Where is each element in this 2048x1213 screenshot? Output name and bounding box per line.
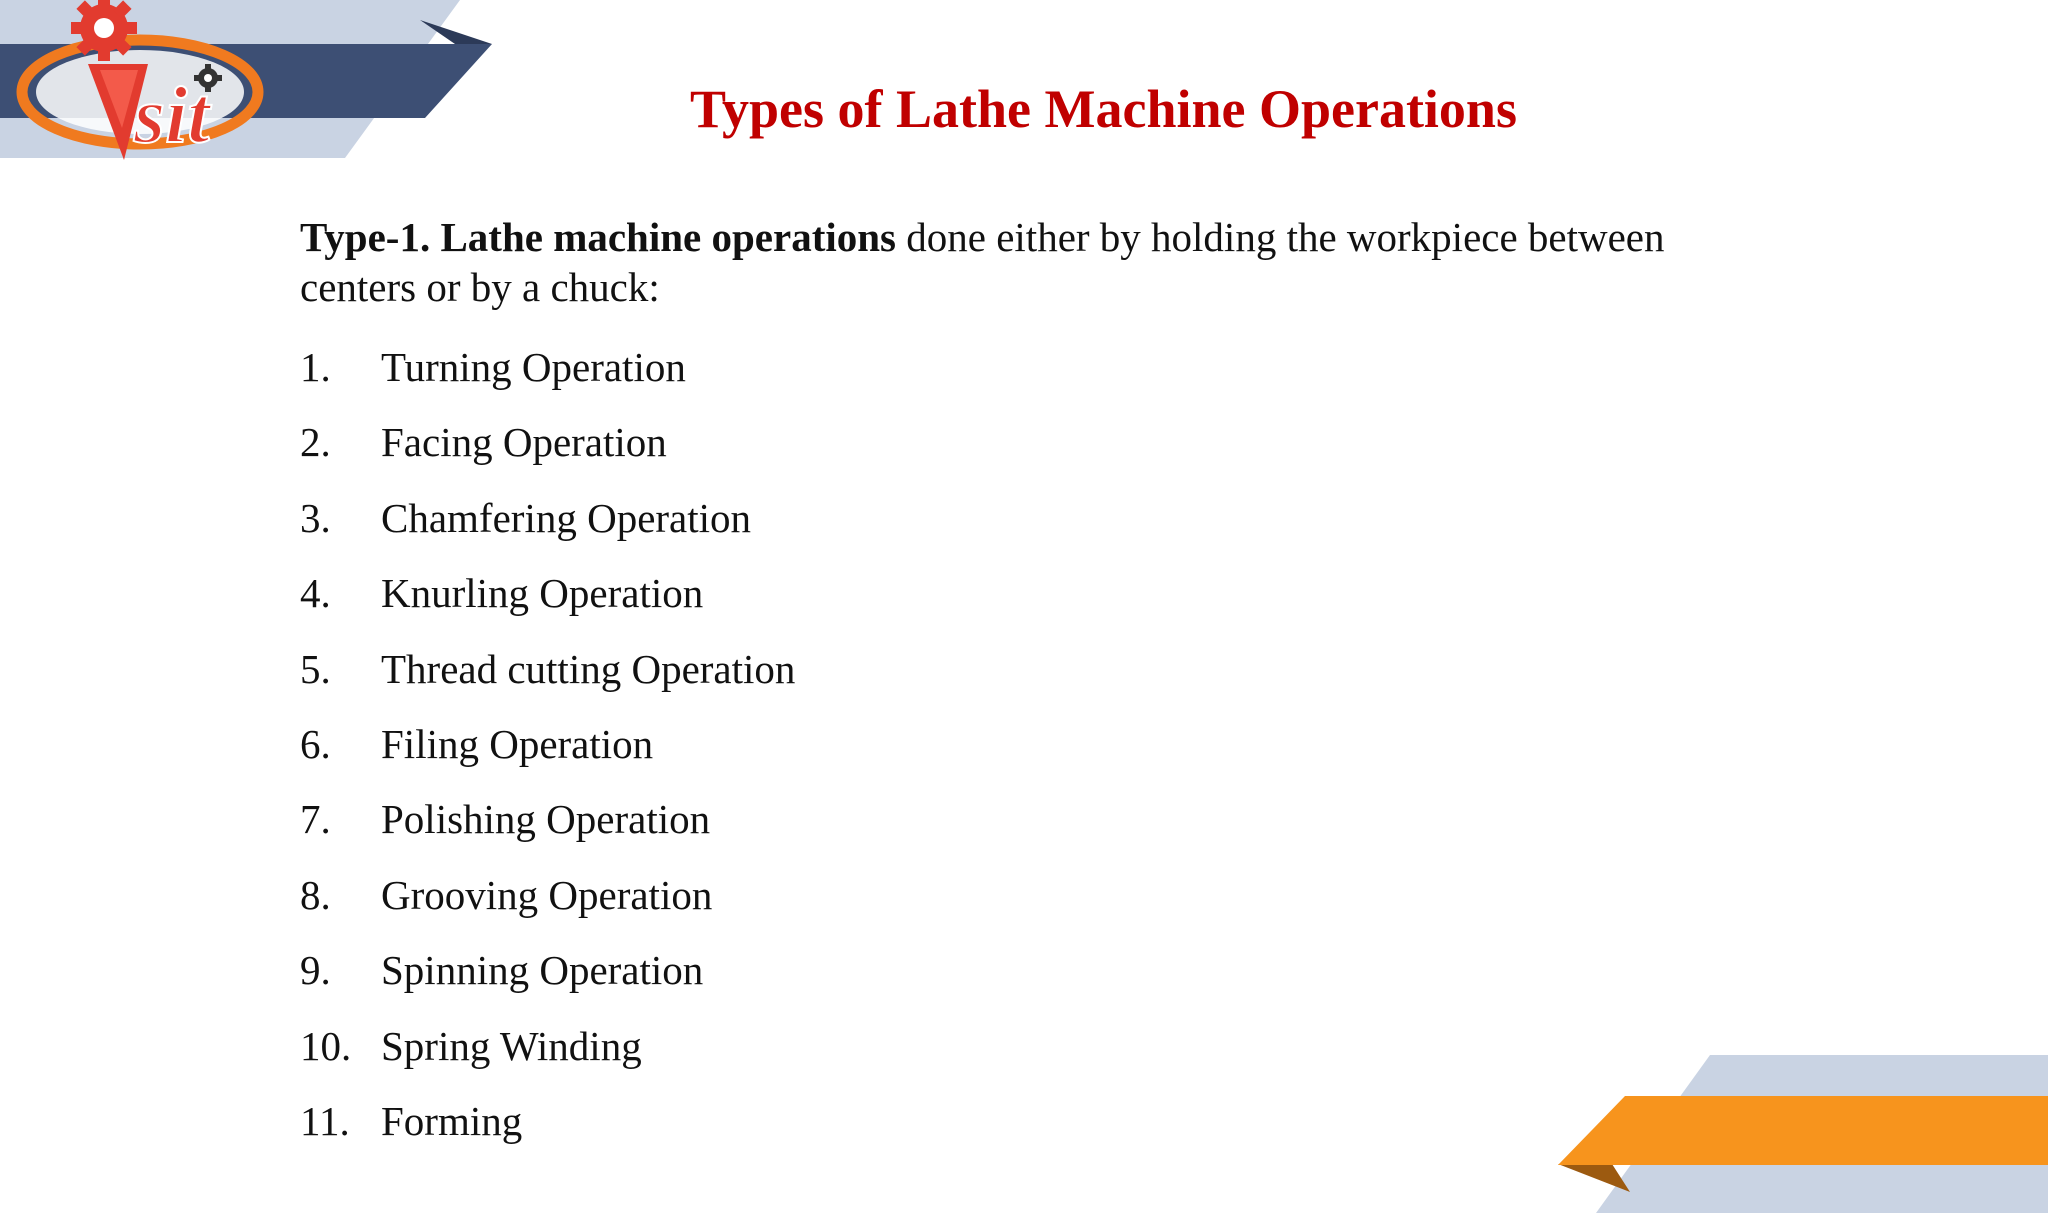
list-item-label: Filing Operation [381,720,654,767]
list-item-number: 1. [300,344,331,390]
intro-rest: done either by holding the workpiece between centers or by a chuck: [300,214,1665,310]
list-item [300,790,795,865]
list-item [300,1092,795,1167]
list-item-number: 11. [300,1097,350,1144]
list-item-number: 10. [300,1022,352,1069]
footer-orange-band [1558,1096,2048,1165]
list-item-label: Knurling Operation [381,570,704,617]
list-item-label: Thread cutting Operation [381,645,796,692]
list-item-label: Grooving Operation [381,871,713,918]
list-item [300,715,795,790]
logo [0,0,280,170]
list-item-label: Polishing Operation [381,796,711,843]
list-item [300,640,795,715]
list-item [300,338,795,413]
list-item [300,413,795,488]
list-item-label: Turning Operation [381,344,686,390]
list-item-label: Spring Winding [381,1022,642,1069]
list-item-number: 6. [300,720,331,767]
intro-bold: Type-1. Lathe machine operations [300,214,897,260]
list-item-number: 9. [300,947,331,994]
logo-text: sit [134,72,210,160]
list-item-label: Facing Operation [381,419,667,466]
list-item [300,564,795,639]
list-item [300,1017,795,1092]
list-item-number: 7. [300,796,331,843]
list-item-label: Chamfering Operation [381,494,752,541]
list-item-label: Forming [381,1097,523,1144]
list-item [300,866,795,941]
list-item-number: 5. [300,645,331,692]
list-item-number: 3. [300,494,331,541]
list-item [300,489,795,564]
list-item-number: 8. [300,871,331,918]
list-item [300,941,795,1016]
operations-list [300,338,795,1167]
intro-text [300,212,1760,312]
footer-dark-tip [1558,1164,1630,1192]
footer-light-band [1596,1055,2048,1213]
list-item-number: 4. [300,570,331,617]
list-item-number: 2. [300,419,331,466]
list-item-label: Spinning Operation [381,947,704,994]
page-title: Types of Lathe Machine Operations [690,79,1517,139]
